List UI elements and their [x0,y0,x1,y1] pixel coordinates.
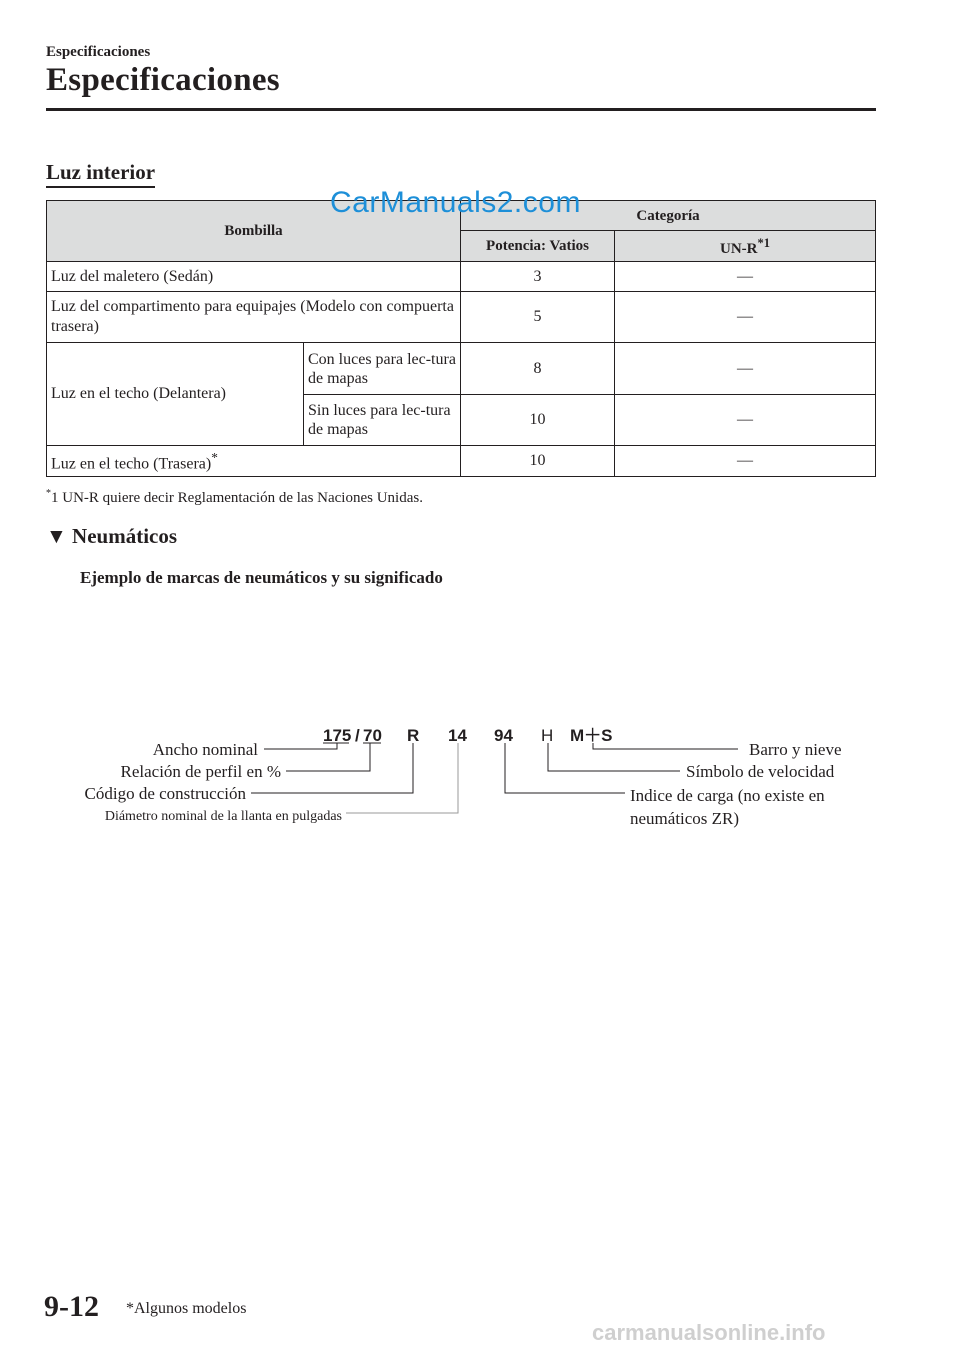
leader-speed [548,743,680,771]
row-power: 3 [461,262,615,292]
header-potencia: Potencia: Vatios [461,231,615,262]
row-unr: ― [615,395,876,446]
label-speed: Símbolo de velocidad [686,762,835,781]
section-title-luz-interior: Luz interior [46,160,155,188]
page-number: 9-12 [44,1290,99,1323]
label-load-2: neumáticos ZR) [630,809,740,828]
row-label: Luz en el techo (Delantera) [47,343,304,446]
label-load-1: Indice de carga (no existe en [630,786,825,805]
row-label: Luz del maletero (Sedán) [47,262,461,292]
header-unr-text: UN-R [720,241,758,257]
row-unr: ― [615,262,876,292]
code-width: 175 [323,726,352,745]
footer-note: *Algunos modelos [126,1300,247,1317]
code-ms: M＋S [570,726,613,745]
row-unr: ― [615,343,876,395]
running-title: Especificaciones [46,44,151,60]
triangle-down-icon: ▼ [46,524,67,548]
leader-load [505,743,625,793]
code-load: 94 [494,726,513,745]
row-power: 10 [461,446,615,477]
watermark: CarManuals2.com [330,186,581,219]
row-power: 10 [461,395,615,446]
row-sublabel: Sin luces para lec-tura de mapas [304,395,461,446]
label-mud-snow: Barro y nieve [749,740,842,759]
code-diameter: 14 [448,726,467,745]
label-diameter: Diámetro nominal de la llanta en pulgadas [104,809,342,824]
row-unr: ― [615,446,876,477]
label-width: Ancho nominal [152,740,258,759]
header-categoria: Categoría [461,201,876,231]
label-ratio: Relación de perfil en % [120,762,281,781]
code-construction: R [407,726,420,745]
row-unr: ― [615,292,876,343]
tires-heading-text: Neumáticos [72,524,178,548]
leader-diameter [346,743,458,813]
code-ratio: 70 [363,726,382,745]
row-label-sup: * [211,450,218,465]
header-bombilla: Bombilla [47,201,461,262]
row-power: 5 [461,292,615,343]
header-unr-sup: *1 [757,236,771,250]
footnote-mark: * [46,488,51,499]
row-sublabel: Con luces para lec-tura de mapas [304,343,461,395]
footnote-text: 1 UN-R quiere decir Reglamentación de las Naciones Unidas. [51,490,423,506]
leader-mud-snow [593,743,738,749]
label-construction: Código de construcción [84,784,246,803]
leader-ratio [286,743,370,771]
code-speed: H [541,726,554,745]
tires-caption: Ejemplo de marcas de neumáticos y su significado [80,568,443,587]
page-title: Especificaciones [46,62,280,98]
row-label: Luz del compartimento para equipajes (Modelo con compuerta trasera) [47,292,461,343]
row-label-text: Luz en el techo (Trasera) [51,455,212,473]
row-power: 8 [461,343,615,395]
site-watermark: carmanualsonline.info [592,1320,826,1345]
code-slash: / [355,726,360,745]
